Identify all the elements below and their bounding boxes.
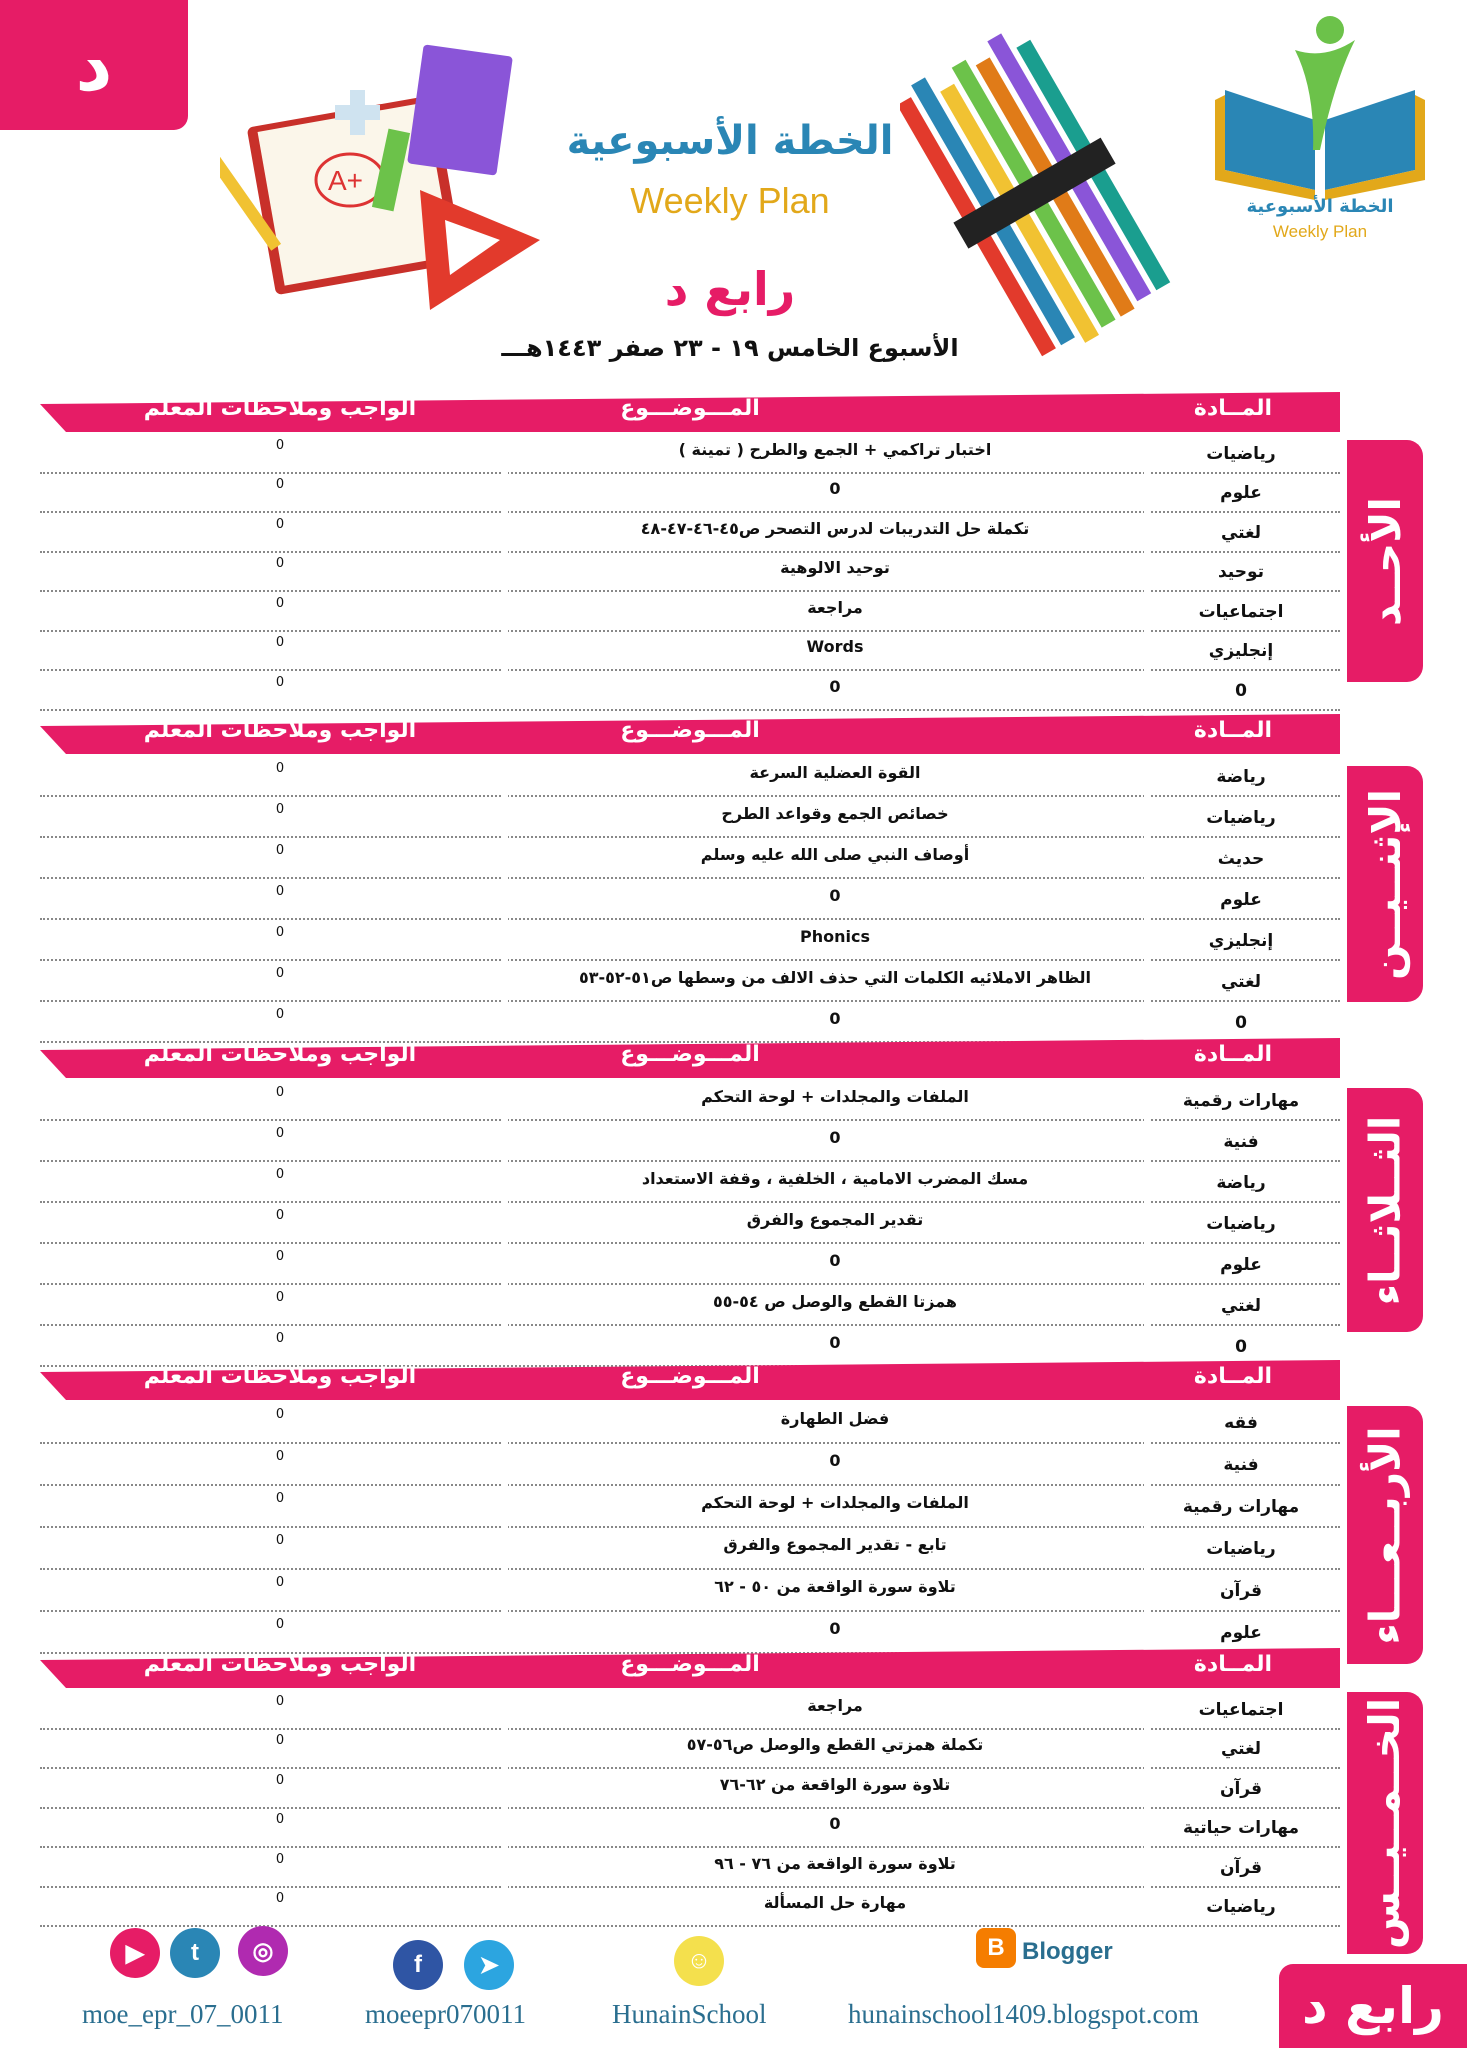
homework-cell: 0 — [275, 1330, 285, 1346]
subject-cell: إنجليزي — [1208, 930, 1274, 951]
subject-cell: فنية — [1223, 1131, 1259, 1152]
topic-cell: 0 — [829, 1127, 841, 1147]
subject-cell: علوم — [1220, 483, 1262, 504]
column-header-topic: المـــوضـــوع — [620, 1364, 760, 1389]
topic-cell: الملفات والمجلدات + لوحة التحكم — [701, 1493, 969, 1512]
homework-cell: 0 — [275, 883, 285, 899]
homework-cell: 0 — [275, 1891, 285, 1907]
subject-cell: 0 — [1235, 1012, 1247, 1033]
homework-cell: 0 — [275, 1207, 285, 1223]
subject-cell: إنجليزي — [1208, 641, 1274, 662]
column-divider — [1144, 756, 1150, 1029]
column-header-topic: المـــوضـــوع — [620, 1042, 760, 1067]
column-header-homework: الواجب وملاحظات المعلم — [143, 1042, 417, 1067]
homework-cell: 0 — [275, 556, 285, 572]
homework-cell: 0 — [275, 1491, 285, 1506]
topic-cell: 0 — [829, 1332, 841, 1352]
homework-cell: 0 — [275, 1733, 285, 1749]
subject-cell: قرآن — [1219, 1857, 1263, 1878]
social-handle-1[interactable]: moe_epr_07_0011 — [82, 1999, 284, 2029]
topic-cell: مسك المضرب الامامية ، الخلفية ، وقفة الاستعداد — [641, 1168, 1029, 1188]
day-name: الإثنــيــن — [1360, 788, 1410, 980]
topic-cell: مراجعة — [807, 597, 863, 617]
youtube-icon[interactable]: ▶ — [110, 1928, 160, 1978]
class-badge-bottom: رابع د — [1279, 1964, 1467, 2048]
column-divider — [1144, 434, 1150, 697]
subject-cell: رياضة — [1216, 766, 1266, 787]
subject-cell: 0 — [1235, 1336, 1247, 1357]
homework-cell: 0 — [275, 1812, 285, 1828]
topic-cell: مراجعة — [807, 1695, 863, 1715]
subject-cell: مهارات حياتية — [1183, 1818, 1299, 1839]
homework-cell: 0 — [275, 635, 285, 651]
column-header-homework: الواجب وملاحظات المعلم — [143, 1652, 417, 1677]
column-header-subject: المــادة — [1193, 1364, 1273, 1389]
column-header-topic: المـــوضـــوع — [620, 396, 760, 421]
pencils-illustration — [900, 20, 1200, 360]
day-tab — [1347, 1692, 1423, 1954]
homework-cell: 0 — [275, 1084, 285, 1100]
topic-cell: القوة العضلية السرعة — [749, 762, 921, 782]
page-title-en: Weekly Plan — [630, 180, 830, 221]
blogger-label: Blogger — [1022, 1938, 1113, 1965]
column-divider — [502, 1080, 508, 1353]
subject-cell: 0 — [1235, 680, 1247, 701]
column-header-subject: المــادة — [1193, 718, 1273, 743]
subject-cell: لغتي — [1220, 1295, 1262, 1316]
topic-cell: تكملة همزتي القطع والوصل ص٥٦-٥٧ — [686, 1735, 984, 1755]
class-badge-top: د — [0, 0, 188, 130]
telegram-icon[interactable]: ➤ — [464, 1940, 514, 1990]
subject-cell: قرآن — [1219, 1581, 1263, 1601]
class-title: رابع د — [664, 262, 796, 316]
homework-cell: 0 — [275, 1617, 285, 1632]
column-header-homework: الواجب وملاحظات المعلم — [143, 396, 417, 421]
page-title-ar: الخطة الأسبوعية — [566, 118, 894, 164]
subject-cell: مهارات رقمية — [1182, 1090, 1300, 1111]
subject-cell: رياضيات — [1206, 443, 1276, 464]
day-name: الأربــعـــاء — [1360, 1425, 1410, 1645]
subject-cell: مهارات رقمية — [1182, 1497, 1300, 1517]
subject-cell: لغتي — [1220, 522, 1262, 543]
blog-url[interactable]: hunainschool1409.blogspot.com — [848, 1999, 1199, 2029]
column-divider — [1144, 1080, 1150, 1353]
topic-cell: 0 — [829, 1619, 841, 1638]
column-header-homework: الواجب وملاحظات المعلم — [143, 1364, 417, 1389]
social-handle-3[interactable]: HunainSchool — [612, 1999, 767, 2029]
topic-cell: مهارة حل المسألة — [763, 1893, 907, 1913]
topic-cell: الظاهر الاملائيه الكلمات التي حذف الالف من وسطها ص٥١-٥٢-٥٣ — [578, 967, 1092, 987]
homework-cell: 0 — [275, 1166, 285, 1182]
homework-cell: 0 — [275, 1449, 285, 1464]
homework-cell: 0 — [275, 477, 285, 493]
homework-cell: 0 — [275, 760, 285, 776]
subject-cell: رياضيات — [1206, 1897, 1276, 1918]
subject-cell: لغتي — [1220, 971, 1262, 992]
homework-cell: 0 — [275, 924, 285, 940]
topic-cell: 0 — [829, 676, 841, 696]
column-header-topic: المـــوضـــوع — [620, 1652, 760, 1677]
day-name: الخــمــيــس — [1360, 1697, 1410, 1949]
topic-cell: تلاوة سورة الواقعة من ٧٦ - ٩٦ — [714, 1853, 956, 1873]
day-name: الثــلاثــاء — [1360, 1115, 1410, 1305]
column-header-homework: الواجب وملاحظات المعلم — [143, 718, 417, 743]
subject-cell: رياضيات — [1206, 1539, 1276, 1559]
week-date-line: الأسبوع الخامس ١٩ - ٢٣ صفر ١٤٤٣هـــ — [501, 334, 959, 362]
subject-cell: اجتماعيات — [1198, 1699, 1284, 1720]
twitter-icon[interactable]: t — [170, 1928, 220, 1978]
day-tab — [1347, 1406, 1423, 1664]
snapchat-icon[interactable]: ☺ — [674, 1936, 724, 1986]
homework-cell: 0 — [275, 801, 285, 817]
homework-cell: 0 — [275, 965, 285, 981]
topic-cell: 0 — [829, 1008, 841, 1028]
homework-cell: 0 — [275, 595, 285, 611]
homework-cell: 0 — [275, 1125, 285, 1141]
topic-cell: توحيد الالوهية — [780, 558, 890, 578]
homework-cell: 0 — [275, 1772, 285, 1788]
column-divider — [502, 1690, 508, 1915]
topic-cell: 0 — [829, 1814, 841, 1834]
topic-cell: 0 — [829, 885, 841, 905]
homework-cell: 0 — [275, 674, 285, 690]
topic-cell: 0 — [829, 1451, 841, 1470]
logo-title-en: Weekly Plan — [1272, 222, 1368, 241]
homework-cell: 0 — [275, 842, 285, 858]
day-tab — [1347, 766, 1423, 1002]
topic-cell: Phonics — [800, 926, 870, 946]
homework-cell: 0 — [275, 1006, 285, 1022]
subject-cell: قرآن — [1219, 1778, 1263, 1799]
subject-cell: رياضيات — [1206, 1213, 1276, 1234]
homework-cell: 0 — [275, 437, 285, 453]
homework-cell: 0 — [275, 516, 285, 532]
logo-title-ar: الخطة الأسبوعية — [1246, 196, 1394, 217]
homework-cell: 0 — [275, 1248, 285, 1264]
subject-cell: رياضة — [1216, 1172, 1266, 1193]
instagram-icon[interactable]: ◎ — [238, 1926, 288, 1976]
column-divider — [1144, 1690, 1150, 1915]
day-tab — [1347, 440, 1423, 682]
column-header-subject: المــادة — [1193, 396, 1273, 421]
subject-cell: رياضيات — [1206, 807, 1276, 828]
subject-cell: فقه — [1224, 1413, 1258, 1433]
homework-cell: 0 — [275, 1533, 285, 1548]
column-header-topic: المـــوضـــوع — [620, 718, 760, 743]
subject-cell: فنية — [1223, 1455, 1259, 1475]
topic-cell: اختبار تراكمي + الجمع والطرح ( تمينة ) — [678, 439, 992, 459]
topic-cell: تقدير المجموع والفرق — [746, 1209, 924, 1229]
svg-text:A+: A+ — [328, 165, 364, 196]
subject-cell: علوم — [1220, 1254, 1262, 1275]
topic-cell: 0 — [829, 479, 841, 499]
subject-cell: علوم — [1220, 889, 1262, 910]
column-header-subject: المــادة — [1193, 1652, 1273, 1677]
blogger-icon[interactable]: B — [976, 1928, 1016, 1968]
topic-cell: تلاوة سورة الواقعة من ٦٢-٧٦ — [719, 1774, 951, 1794]
subject-cell: اجتماعيات — [1198, 601, 1284, 622]
topic-cell: تابع - تقدير المجموع والفرق — [723, 1535, 947, 1554]
subject-cell: لغتي — [1220, 1739, 1262, 1760]
topic-cell: همزتا القطع والوصل ص ٥٤-٥٥ — [712, 1291, 958, 1311]
column-divider — [502, 434, 508, 697]
topic-cell: تلاوة سورة الواقعة من ٥٠ - ٦٢ — [714, 1577, 956, 1596]
school-supplies-illustration — [220, 30, 560, 320]
column-divider — [1144, 1402, 1150, 1642]
facebook-icon[interactable]: f — [393, 1940, 443, 1990]
topic-cell: 0 — [829, 1250, 841, 1270]
topic-cell: خصائص الجمع وقواعد الطرح — [721, 803, 949, 823]
homework-cell: 0 — [275, 1407, 285, 1422]
topic-cell: الملفات والمجلدات + لوحة التحكم — [701, 1086, 969, 1106]
topic-cell: Words — [806, 637, 864, 657]
column-divider — [502, 756, 508, 1029]
subject-cell: حديث — [1217, 848, 1265, 869]
day-tab — [1347, 1088, 1423, 1332]
social-handle-2[interactable]: moeepr070011 — [365, 1999, 526, 2029]
homework-cell: 0 — [275, 1851, 285, 1867]
column-header-subject: المــادة — [1193, 1042, 1273, 1067]
topic-cell: فضل الطهارة — [780, 1409, 890, 1428]
homework-cell: 0 — [275, 1575, 285, 1590]
homework-cell: 0 — [275, 1289, 285, 1305]
day-name: الأحــد — [1360, 496, 1410, 626]
subject-cell: توحيد — [1217, 562, 1265, 583]
column-divider — [502, 1402, 508, 1642]
topic-cell: تكملة حل التدريبات لدرس التصحر ص٤٥-٤٦-٤٧-٤٨ — [640, 518, 1030, 538]
subject-cell: علوم — [1220, 1623, 1262, 1643]
homework-cell: 0 — [275, 1693, 285, 1709]
topic-cell: أوصاف النبي صلى الله عليه وسلم — [700, 844, 970, 864]
